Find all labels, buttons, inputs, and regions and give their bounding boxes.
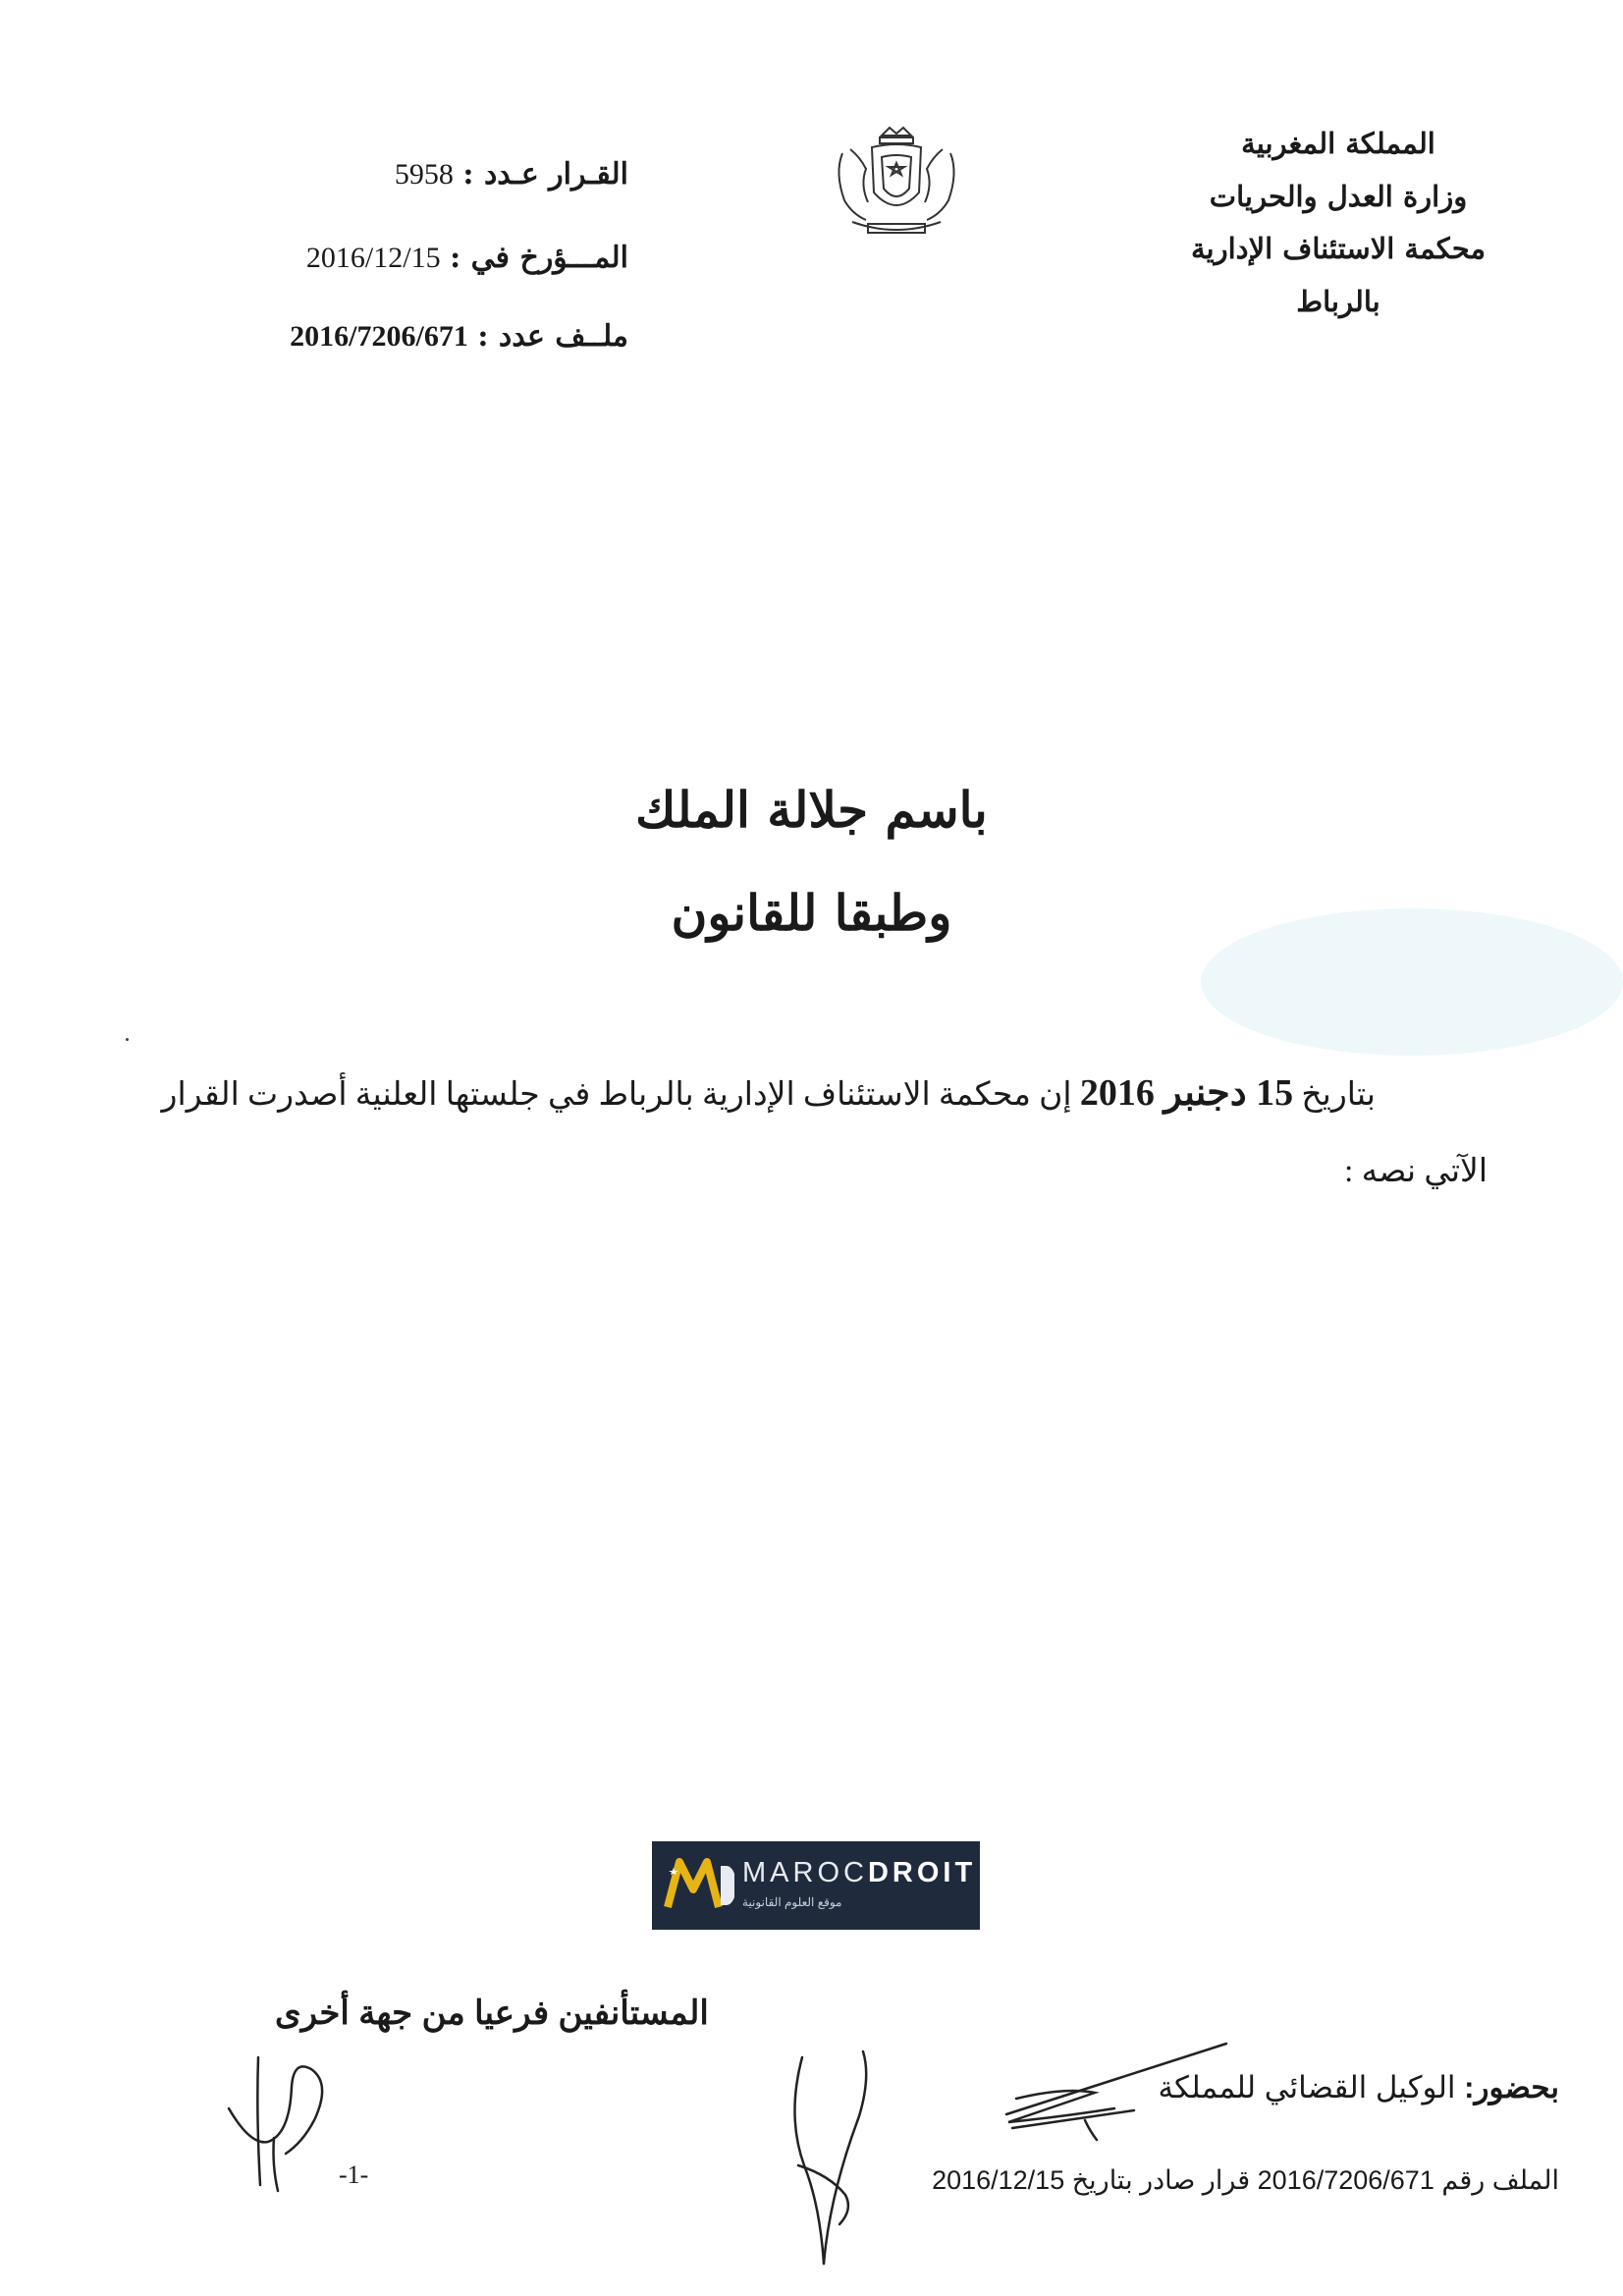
presence-label: بحضور: — [1464, 2070, 1559, 2105]
date-prefix: بتاريخ — [1301, 1077, 1376, 1113]
decision-number: 5958 — [394, 158, 454, 191]
city-line: بالرباط — [1296, 284, 1380, 318]
file-number: 2016/7206/671 — [290, 320, 468, 353]
court-line: محكمة الاستئناف الإدارية — [1190, 232, 1486, 266]
decision-number-label: القـرار عـدد : — [462, 157, 628, 191]
scan-speck — [126, 1038, 129, 1041]
signature-middle-icon — [781, 2048, 879, 2273]
opening-paragraph — [162, 1070, 1376, 1115]
ministry-line: وزارة العدل والحريات — [1209, 179, 1468, 213]
file-footer: الملف رقم 2016/7206/671 قرار صادر بتاريخ 2016/12/15 — [932, 2165, 1559, 2195]
appellants-line: المستأنفين فرعيا من جهة أخرى — [275, 1995, 709, 2032]
presence-value: الوكيل القضائي للمملكة — [1158, 2070, 1456, 2105]
logo-subtitle: موقع العلوم القانونية — [742, 1895, 842, 1909]
decision-date: 2016/12/15 — [305, 242, 441, 274]
royal-invocation: باسم جلالة الملك — [635, 781, 988, 839]
logo-wordmark: MAROCDROIT — [742, 1857, 977, 1888]
file-number-label: ملــف عدد : — [477, 319, 628, 354]
page-number: -1- — [339, 2160, 369, 2189]
file-number-row — [236, 319, 628, 354]
issuer-header — [1142, 118, 1535, 329]
decision-date-row — [236, 241, 628, 275]
coat-of-arms-icon — [823, 124, 970, 240]
opening-text: إن محكمة الاستئناف الإدارية بالرباط في جلستها العلنية أصدرت القرار — [161, 1077, 1072, 1113]
decision-number-row — [236, 157, 628, 191]
kingdom-line: المملكة المغربية — [1241, 127, 1435, 160]
law-invocation: وطبقا للقانون — [671, 884, 952, 942]
md-monogram-icon — [664, 1856, 734, 1911]
decision-date-label: المـــؤرخ في : — [450, 241, 628, 275]
hearing-date: 15 دجنبر 2016 — [1079, 1072, 1294, 1114]
signature-right-icon — [977, 2038, 1242, 2146]
opening-paragraph-end: الآتي نصه : — [1344, 1154, 1488, 1189]
